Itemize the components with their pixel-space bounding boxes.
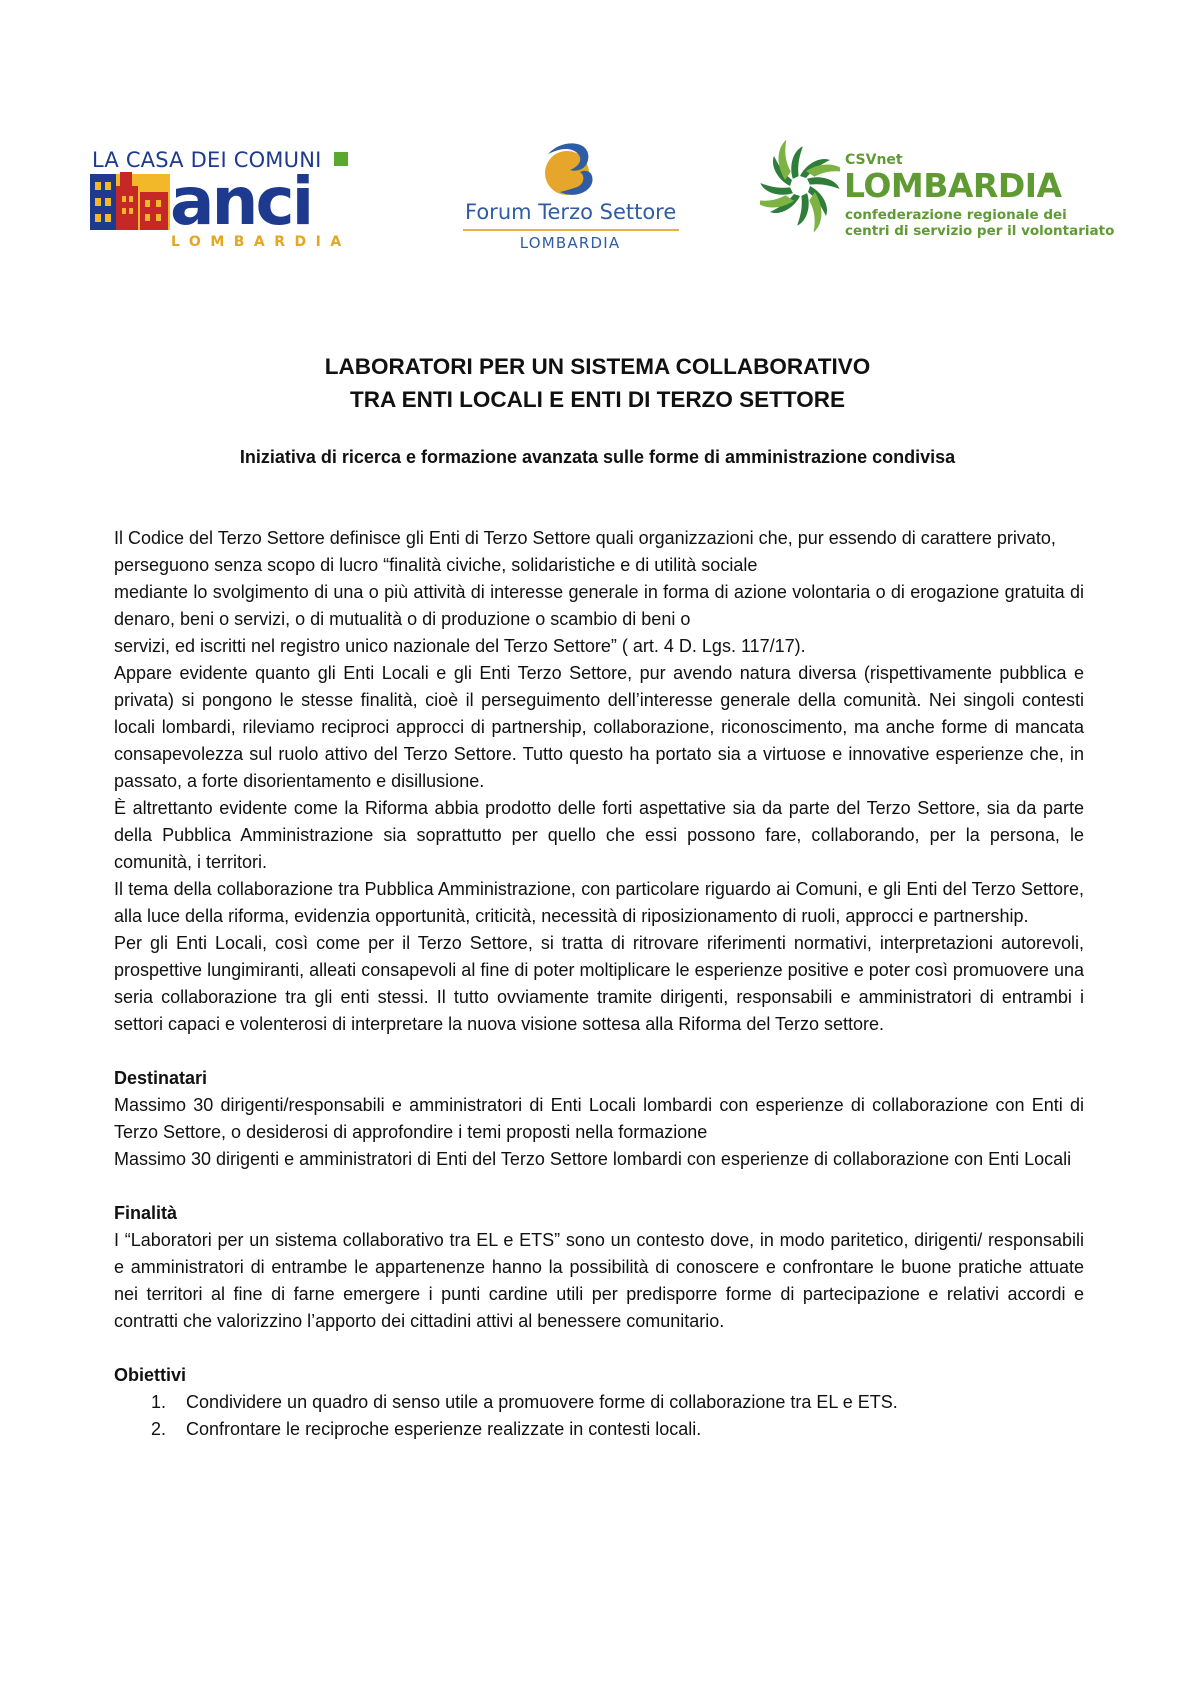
- anci-lombardia-logo: [90, 148, 352, 252]
- intro-paragraph: servizi, ed iscritti nel registro unico nazionale del Terzo Settore” ( art. 4 D. Lgs. 117/17).: [114, 636, 806, 656]
- document-subtitle: Iniziativa di ricerca e formazione avanzata sulle forme di amministrazione condivisa: [239, 447, 956, 467]
- obiettivi-heading: Obiettivi: [114, 1365, 187, 1385]
- destinatari-paragraph: Massimo 30 dirigenti e amministratori di Enti del Terzo Settore lombardi con esperienze di collaborazione con Enti Locali: [114, 1149, 1072, 1169]
- list-item-number: 2.: [151, 1419, 167, 1439]
- forum-divider: [463, 229, 679, 231]
- forum-emblem-icon: [540, 140, 600, 202]
- obiettivi-list: [114, 1389, 1084, 1443]
- csvnet-swirl-icon: [760, 140, 840, 235]
- anci-green-square: [334, 152, 348, 166]
- list-item-text: Confrontare le reciproche esperienze realizzate in contesti locali.: [186, 1419, 702, 1439]
- intro-paragraph: È altrettanto evidente come la Riforma abbia prodotto delle forti aspettative sia da parte del Terzo Settore, sia da parte della Pubblica Amministrazione sia soprattutto per quello che essi possono fare, collaborando, per la persona, le comunità, i territori.: [114, 798, 1084, 872]
- document-body: [114, 525, 1084, 1443]
- title-line-1: LABORATORI PER UN SISTEMA COLLABORATIVO: [324, 354, 871, 379]
- anci-wordmark-icon: [90, 172, 352, 232]
- finalita-paragraph: I “Laboratori per un sistema collaborativo tra EL e ETS” sono un contesto dove, in modo paritetico, dirigenti/ responsabili e amministratori di entrambe le appartenenze hanno la possibilità di conoscere e confrontare le buone pratiche attuate nei territori al fine di farne emergere i punti cardine utili per predisporre forme di partecipazione e relativi accordi e contratti che valorizzino l’apporto dei cittadini attivi al benessere comunitario.: [114, 1230, 1084, 1331]
- svg-text:anci: anci: [170, 172, 312, 232]
- intro-paragraph: mediante lo svolgimento di una o più attività di interesse generale in forma di azione volontaria o di erogazione gratuita di denaro, beni o servizi, o di mutualità o di produzione o scambio di beni o: [114, 582, 1084, 629]
- csvnet-description: [845, 207, 1114, 239]
- intro-paragraph: Per gli Enti Locali, così come per il Terzo Settore, si tratta di ritrovare riferimenti normativi, interpretazioni autorevoli, prospettive lungimiranti, alleati consapevoli al fine di poter moltiplicare le esperienze positive e poter così promuovere una seria collaborazione tra gli enti stessi. Il tutto ovviamente tramite dirigenti, responsabili e amministratori di entrambi i settori capaci e volenterosi di interpretare la nuova visione sottesa alla Riforma del Terzo settore.: [114, 933, 1084, 1034]
- anci-region: LOMBARDIA: [171, 234, 351, 250]
- csvnet-description-line2: centri di servizio per il volontariato: [845, 223, 1115, 239]
- document-title: [100, 350, 1095, 416]
- list-item-number: 1.: [151, 1392, 167, 1412]
- list-item: [114, 1416, 1084, 1443]
- forum-terzo-settore-logo: [455, 140, 685, 255]
- csvnet-region: LOMBARDIA: [844, 166, 1062, 205]
- csvnet-label: CSVnet: [845, 152, 903, 168]
- csvnet-description-line1: confederazione regionale dei: [845, 207, 1067, 223]
- finalita-heading: Finalità: [114, 1203, 178, 1223]
- destinatari-heading: Destinatari: [114, 1068, 208, 1088]
- csvnet-lombardia-logo: [760, 140, 1115, 245]
- forum-name: Forum Terzo Settore: [465, 200, 677, 224]
- list-item: [114, 1389, 1084, 1416]
- intro-paragraph: Il Codice del Terzo Settore definisce gli Enti di Terzo Settore quali organizzazioni che, pur essendo di carattere privato, perseguono senza scopo di lucro “finalità civiche, solidaristiche e di utilità sociale: [114, 528, 1056, 575]
- intro-paragraph: Il tema della collaborazione tra Pubblica Amministrazione, con particolare riguardo ai Comuni, e gli Enti del Terzo Settore, alla luce della riforma, evidenzia opportunità, criticità, necessità di riposizionamento di ruoli, approcci e partnership.: [114, 879, 1084, 926]
- list-item-text: Condividere un quadro di senso utile a promuovere forme di collaborazione tra EL e ETS.: [186, 1392, 898, 1412]
- anci-tagline: LA CASA DEI COMUNI: [92, 148, 322, 172]
- destinatari-paragraph: Massimo 30 dirigenti/responsabili e amministratori di Enti Locali lombardi con esperienze di collaborazione con Enti di Terzo Settore, o desiderosi di approfondire i temi proposti nella formazione: [114, 1095, 1084, 1142]
- title-line-2: TRA ENTI LOCALI E ENTI DI TERZO SETTORE: [349, 387, 845, 412]
- forum-region: LOMBARDIA: [519, 234, 621, 252]
- intro-paragraph: Appare evidente quanto gli Enti Locali e gli Enti Terzo Settore, pur avendo natura diversa (rispettivamente pubblica e privata) si pongono le stesse finalità, cioè il perseguimento dell’interesse generale della comunità. Nei singoli contesti locali lombardi, rileviamo reciproci approcci di partnership, collaborazione, riconoscimento, ma anche forme di mancata consapevolezza sul ruolo attivo del Terzo Settore. Tutto questo ha portato sia a virtuose e innovative esperienze che, in passato, a forte disorientamento e disillusione.: [114, 663, 1084, 791]
